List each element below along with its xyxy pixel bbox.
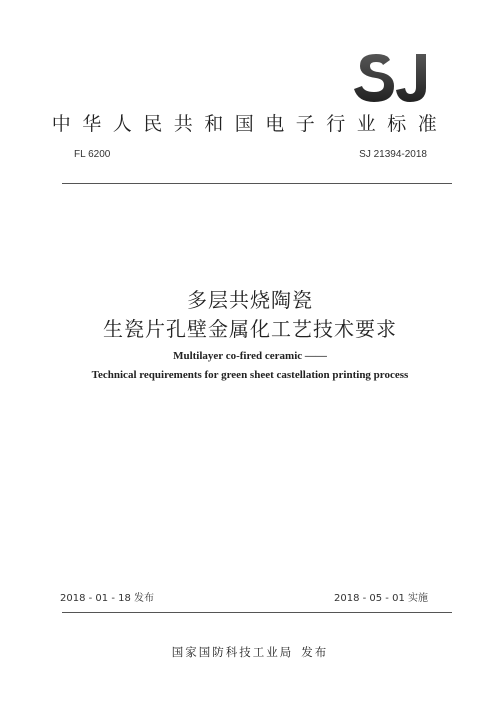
issue-date: 2018 - 01 - 18 发布 — [60, 593, 155, 604]
classification-code: FL 6200 — [74, 149, 111, 160]
publisher-line — [0, 644, 500, 660]
standard-type-title: 中华人民共和国电子行业标准 — [51, 113, 449, 135]
document-title-en-line2: Technical requirements for green sheet castellation printing process — [91, 369, 409, 381]
top-divider — [62, 183, 452, 184]
publisher-action: 发布 — [301, 645, 329, 659]
document-title-zh-line1: 多层共烧陶瓷 — [187, 288, 313, 312]
bottom-divider — [62, 612, 452, 613]
document-title-zh-line2: 生瓷片孔壁金属化工艺技术要求 — [103, 317, 397, 341]
document-title-en-line1: Multilayer co-fired ceramic —— — [173, 350, 327, 362]
standard-number: SJ 21394-2018 — [359, 149, 427, 160]
implementation-date: 2018 - 05 - 01 实施 — [333, 593, 428, 604]
sj-logo — [352, 52, 434, 104]
publisher-name: 国家国防科技工业局 — [171, 645, 294, 659]
